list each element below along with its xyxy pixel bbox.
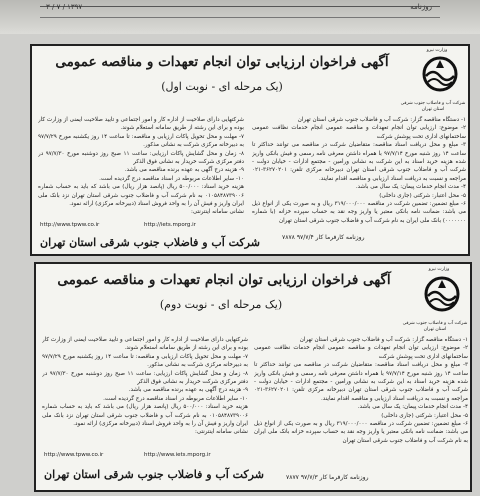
ad-code: روزنامه کارفرما کار ۹۷/۷/۴ ۷۸۷۸ bbox=[282, 234, 365, 241]
logo-caption-top: وزارت نیرو bbox=[426, 48, 448, 53]
scan-date: ١٣٩٧ / ٧ / ٣ bbox=[46, 3, 83, 11]
clause: ۳- مبلغ و محل دریافت اسناد مناقصه: متقاضیان شرکت در مناقصه می توانند حداکثر تا ساعت ۱۴ روز شنبه مورخ ۹۷/۷/۱۴ با همراه داشتن معرفی نامه رسمی و فیش بانکی واریز شده هزینه خرید اسناد به این شرکت به نشانی ورامین - مجتمع ادارات - خیابان دولت - شرکت آب و فاضلاب جنوب شرقی استان تهران دبیرخانه مرکزی تلفن: ۳۶۲۷۰۲۰۱-۰۲۱ مراجعه و نسبت به دریافت اسناد ارزیابی و مناقصه اقدام نمایند. bbox=[254, 362, 468, 402]
clause: ۸- زمان و محل گشایش پاکات ارزیابی: ساعت ۱۱ صبح روز دوشنبه مورخ ۹۷/۷/۳۰ در دفتر مرکزی شرکت خریدار به نشانی فوق الذکر bbox=[42, 370, 248, 386]
notice-left-column bbox=[42, 336, 248, 450]
logo-caption-bottom: شرکت آب و فاضلاب جنوب شرقی استان تهران bbox=[402, 321, 468, 332]
website-link[interactable]: http://www.tpww.co.ir bbox=[44, 452, 104, 458]
notice-subtitle: (یک مرحله ای - نوبت دوم) bbox=[159, 298, 283, 311]
footer-company: شرکت آب و فاضلاب جنوب شرقی استان تهران bbox=[44, 468, 264, 481]
notice-title: آگهی فراخوان ارزیابی توان انجام تعهدات و مناقصه عمومی bbox=[55, 54, 389, 70]
clause: هزینه خرید اسناد: ۵۰۰/۰۰۰ ریال (پانصد هزار ریال) می باشد که باید به حساب شماره ۰۱۰۵۸۴۸۷۳۹۰۰۶ به نام شرکت آب و فاضلاب جنوب شرقی استان تهران نزد بانک ملی ایران واریز و فیش آن را به واحد فروش اسناد (دبیرخانه مرکزی) ارائه نمود. bbox=[38, 184, 244, 208]
clause: ۶- مبلغ تضمین: تضمین شرکت در مناقصه ۳۱۹/۰۰۰/۰۰۰ ریال و به صورت یکی از انواع ذیل می باشد: ضمانت نامه بانکی معتبر یا واریز وجه نقد به حساب سپرده خزانه (با شماره ۰۰۰۰۰۰۰) بانک ملی ایران به نام شرکت آب و فاضلاب جنوب شرقی استان تهران bbox=[252, 201, 466, 224]
website-link[interactable]: http://www.iets.mporg.ir bbox=[144, 452, 211, 458]
clause: ۷- مهلت و محل تحویل پاکات ارزیابی و مناقصه: تا ساعت ۱۴ روز یکشنبه مورخ ۹۷/۷/۲۹ به دبیرخانه مرکزی شرکت به نشانی مذکور. bbox=[42, 353, 248, 369]
company-logo-icon bbox=[418, 54, 462, 98]
website-link[interactable]: http://iets.mporg.ir bbox=[144, 222, 196, 228]
company-logo-icon bbox=[420, 274, 464, 318]
notice-subtitle: (یک مرحله ای - نوبت اول) bbox=[161, 80, 283, 93]
clause: ۱- دستگاه مناقصه گزار: شرکت آب و فاضلاب جنوب شرقی استان تهران bbox=[299, 337, 468, 343]
clause: ۵- محل اعتبار: شرکتی (جاری داخلی) bbox=[379, 192, 466, 199]
clause: هزینه خرید اسناد: ۵۰۰/۰۰۰ ریال (پانصد هزار ریال) می باشد که باید به حساب شماره ۰۱۰۵۸۴۸۷۳۹۰۰۶ به نام شرکت آب و فاضلاب جنوب شرقی استان تهران نزد بانک ملی ایران واریز و فیش آن را به واحد فروش اسناد (دبیرخانه مرکزی) ارائه نمود. bbox=[42, 404, 248, 428]
clause: شرکتهایی دارای صلاحیت از اداره کار و امور اجتماعی و تایید صلاحیت ایمنی از وزارت کار بوده و برای این رشته از طریق سامانه استعلام شوند. bbox=[42, 337, 248, 352]
clause: ۲- موضوع: ارزیابی توان انجام تعهدات و مناقصه عمومی انجام خدمات نظافت عمومی ساختمانهای اداری تحت پوشش شرکت bbox=[252, 125, 466, 140]
clause: ۱۰- سایر اطلاعات مربوطه در اسناد مناقصه درج گردیده است. bbox=[99, 175, 244, 182]
clause: ۱۰- سایر اطلاعات مربوطه در اسناد مناقصه درج گردیده است. bbox=[103, 395, 248, 402]
scan-header bbox=[0, 0, 480, 34]
logo-caption-top: وزارت نیرو bbox=[428, 267, 450, 272]
clause: نشانی سامانه اینترنتی: bbox=[194, 429, 248, 436]
clause: ۱- دستگاه مناقصه گزار: شرکت آب و فاضلاب جنوب شرقی استان تهران bbox=[297, 117, 466, 123]
clause: نشانی سامانه اینترنتی: bbox=[190, 209, 244, 216]
clause: شرکتهایی دارای صلاحیت از اداره کار و امور اجتماعی و تایید صلاحیت ایمنی از وزارت کار بوده و برای این رشته از طریق سامانه استعلام شوند. bbox=[38, 117, 244, 132]
logo-caption-bottom: شرکت آب و فاضلاب جنوب شرقی استان تهران bbox=[400, 101, 466, 112]
clause: ۵- محل اعتبار: شرکتی (جاری داخلی) bbox=[381, 412, 468, 419]
website-link[interactable]: http://www.tpww.co.ir bbox=[40, 222, 100, 228]
clause: ۷- مهلت و محل تحویل پاکات ارزیابی و مناقصه: تا ساعت ۱۴ روز یکشنبه مورخ ۹۷/۷/۲۹ به دبیرخانه مرکزی شرکت به نشانی مذکور. bbox=[38, 133, 244, 149]
scan-label: روزنامه bbox=[410, 3, 432, 11]
notice-left-column bbox=[38, 116, 244, 220]
clause: ۹- هزینه درج آگهی به عهده برنده مناقصه می باشد. bbox=[128, 387, 248, 394]
clause: ۸- زمان و محل گشایش پاکات ارزیابی: ساعت ۱۱ صبح روز دوشنبه مورخ ۹۷/۷/۳۰ در دفتر مرکزی شرکت خریدار به نشانی فوق الذکر bbox=[38, 150, 244, 166]
notice-first bbox=[30, 44, 470, 256]
notice-title: آگهی فراخوان ارزیابی توان انجام تعهدات و مناقصه عمومی bbox=[57, 272, 391, 288]
clause: ۴- مدت انجام خدمات پیمان: یک سال می باشد. bbox=[355, 184, 466, 191]
notice-right-column bbox=[254, 336, 468, 466]
clause: ۶- مبلغ تضمین: تضمین شرکت در مناقصه ۳۱۹/۰۰۰/۰۰۰ ریال و به صورت یکی از انواع ذیل می باشد: ضمانت نامه بانکی معتبر یا واریز وجه نقد به حساب سپرده خزانه بانک ملی ایران به نام شرکت آب و فاضلاب جنوب شرقی استان تهران bbox=[254, 421, 468, 444]
ad-code: روزنامه کارفرما کار ۹۷/۷/۳ ۷۸۷۷ bbox=[286, 474, 369, 481]
notice-second bbox=[34, 262, 472, 492]
notice-right-column bbox=[252, 116, 466, 228]
scan-rule bbox=[40, 6, 440, 18]
clause: ۳- مبلغ و محل دریافت اسناد مناقصه: متقاضیان شرکت در مناقصه می توانند حداکثر تا ساعت ۱۴ روز شنبه مورخ ۹۷/۷/۱۴ با همراه داشتن معرفی نامه رسمی و فیش بانکی واریز شده هزینه خرید اسناد به این شرکت به نشانی ورامین - مجتمع ادارات - خیابان دولت - شرکت آب و فاضلاب جنوب شرقی استان تهران دبیرخانه مرکزی تلفن: ۳۶۲۷۰۲۰۱-۰۲۱ مراجعه و نسبت به دریافت اسناد ارزیابی و مناقصه اقدام نمایند. bbox=[252, 142, 466, 182]
clause: ۴- مدت انجام خدمات پیمان: یک سال می باشد. bbox=[357, 404, 468, 411]
footer-company: شرکت آب و فاضلاب جنوب شرقی استان تهران bbox=[40, 236, 260, 249]
clause: ۹- هزینه درج آگهی به عهده برنده مناقصه می باشد. bbox=[124, 167, 244, 174]
clause: ۲- موضوع: ارزیابی توان انجام تعهدات و مناقصه عمومی انجام خدمات نظافت عمومی ساختمانهای اداری تحت پوشش شرکت bbox=[254, 345, 468, 360]
